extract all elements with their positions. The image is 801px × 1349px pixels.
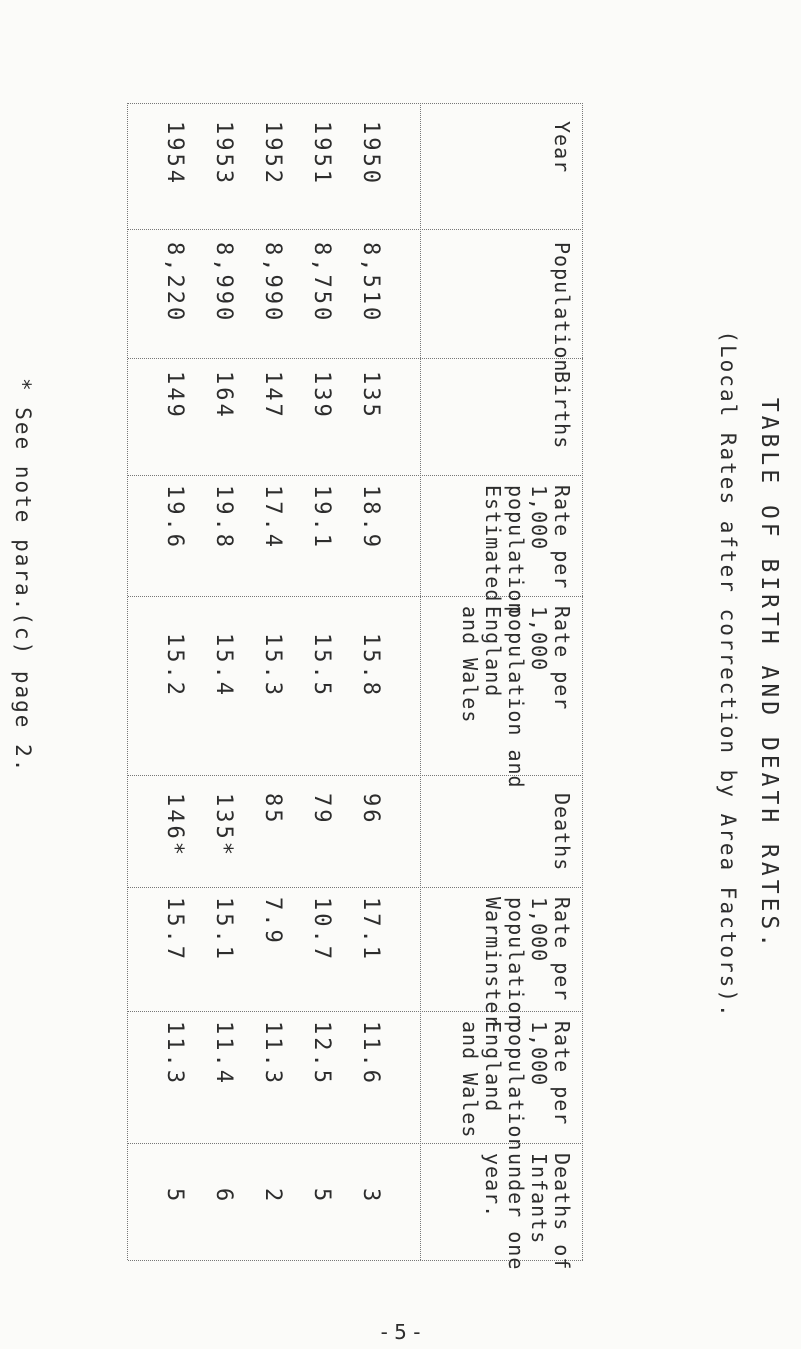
cell-deaths: 96 — [358, 793, 383, 826]
cell-deaths: 79 — [309, 793, 334, 826]
cell-birth-rate-national: 15.5 — [309, 633, 334, 698]
header-year: Year — [550, 121, 574, 174]
cell-death-rate-national: 12.5 — [309, 1021, 334, 1086]
cell-infant-deaths: 2 — [260, 1188, 285, 1205]
cell-birth-rate-national: 15.2 — [162, 633, 187, 698]
cell-birth-rate-national: 15.4 — [211, 633, 236, 698]
cell-population: 8,990 — [260, 242, 285, 324]
cell-birth-rate-local: 18.9 — [358, 485, 383, 550]
cell-year: 1951 — [309, 121, 334, 186]
cell-births: 135 — [358, 371, 383, 420]
cell-population: 8,220 — [162, 242, 187, 324]
header-death-rate-national: Rate per 1,000 population England and Wales — [458, 1021, 574, 1152]
header-population: Population — [550, 242, 574, 373]
cell-infant-deaths: 5 — [309, 1188, 334, 1205]
footnote: * See note para.(c) page 2. — [11, 378, 35, 774]
cell-birth-rate-local: 19.8 — [211, 485, 236, 550]
cell-year: 1954 — [162, 121, 187, 186]
cell-births: 139 — [309, 371, 334, 420]
cell-population: 8,990 — [211, 242, 236, 324]
column-divider — [128, 887, 583, 888]
cell-birth-rate-local: 17.4 — [260, 485, 285, 550]
header-birth-rate-local: Rate per 1,000 population Estimated — [481, 485, 574, 616]
cell-deaths: 135* — [211, 793, 236, 858]
table-bottom-rule — [127, 103, 128, 1260]
cell-birth-rate-local: 19.1 — [309, 485, 334, 550]
cell-death-rate-national: 11.4 — [211, 1021, 236, 1086]
cell-death-rate-local: 17.1 — [358, 897, 383, 962]
page-title: TABLE OF BIRTH AND DEATH RATES. — [756, 397, 782, 952]
cell-death-rate-local: 10.7 — [309, 897, 334, 962]
header-rule — [420, 103, 421, 1260]
header-deaths: Deaths — [550, 793, 574, 872]
cell-deaths: 85 — [260, 793, 285, 826]
cell-infant-deaths: 3 — [358, 1188, 383, 1205]
cell-death-rate-national: 11.3 — [260, 1021, 285, 1086]
cell-birth-rate-local: 19.6 — [162, 485, 187, 550]
cell-births: 149 — [162, 371, 187, 420]
page-subtitle: (Local Rates after correction by Area Factors). — [716, 330, 740, 1019]
header-birth-rate-national: Rate per 1,000 population and England and Wales — [458, 606, 574, 789]
cell-deaths: 146* — [162, 793, 187, 858]
cell-death-rate-local: 15.1 — [211, 897, 236, 962]
cell-population: 8,510 — [358, 242, 383, 324]
birth-death-rates-table — [128, 103, 583, 1271]
table-top-rule — [582, 103, 583, 1260]
page-number: - 5 - — [380, 1320, 421, 1344]
column-divider — [128, 358, 583, 359]
cell-births: 164 — [211, 371, 236, 420]
cell-death-rate-local: 7.9 — [260, 897, 285, 946]
cell-population: 8,750 — [309, 242, 334, 324]
cell-year: 1953 — [211, 121, 236, 186]
cell-death-rate-national: 11.6 — [358, 1021, 383, 1086]
column-divider — [128, 475, 583, 476]
header-births: Births — [550, 371, 574, 450]
column-divider — [128, 103, 583, 104]
cell-infant-deaths: 5 — [162, 1188, 187, 1205]
cell-infant-deaths: 6 — [211, 1188, 236, 1205]
cell-death-rate-local: 15.7 — [162, 897, 187, 962]
column-divider — [128, 229, 583, 230]
cell-birth-rate-national: 15.8 — [358, 633, 383, 698]
cell-year: 1950 — [358, 121, 383, 186]
cell-death-rate-national: 11.3 — [162, 1021, 187, 1086]
cell-birth-rate-national: 15.3 — [260, 633, 285, 698]
header-infant-deaths: Deaths of Infants under one year. — [481, 1153, 574, 1271]
cell-births: 147 — [260, 371, 285, 420]
header-death-rate-local: Rate per 1,000 population Warminster — [481, 897, 574, 1028]
cell-year: 1952 — [260, 121, 285, 186]
